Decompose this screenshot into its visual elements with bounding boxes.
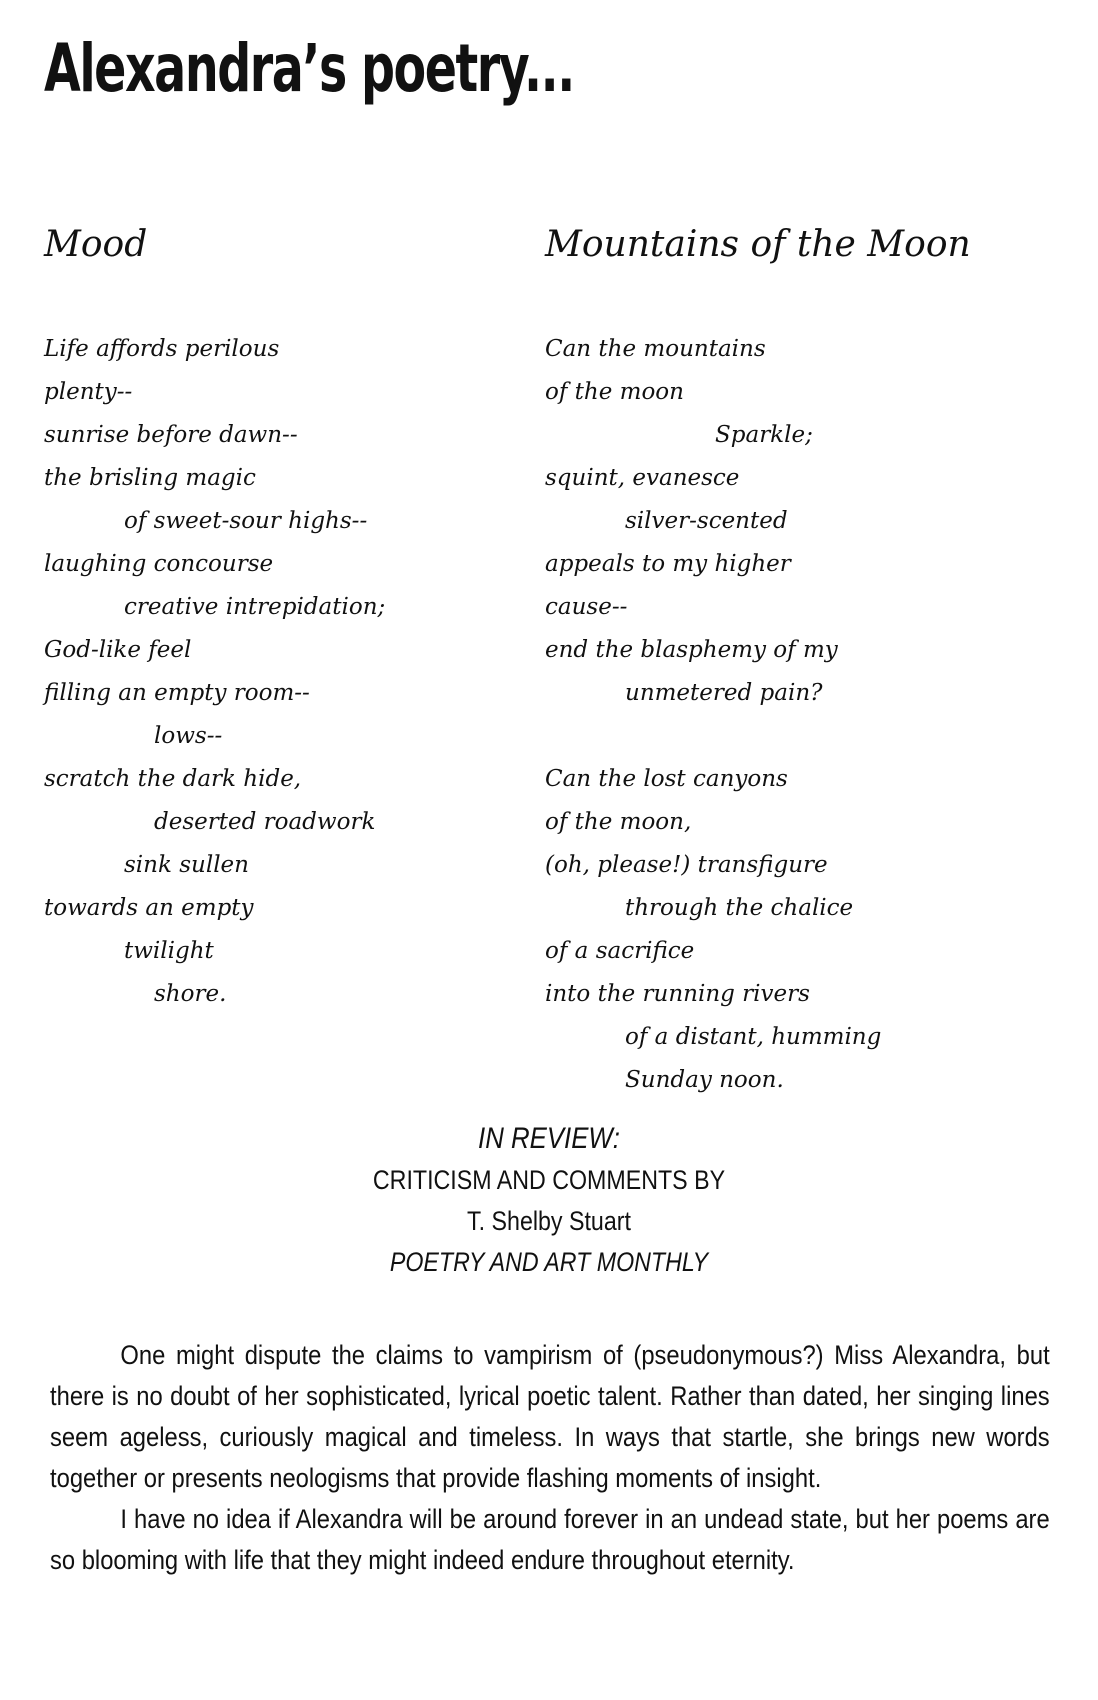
poem-mood xyxy=(44,222,514,1016)
page-title: Alexandra’s poetry... xyxy=(44,30,574,107)
poem-title: Mountains of the Moon xyxy=(545,224,971,265)
poem-line: plenty-- xyxy=(44,379,133,405)
poem-line: of the moon, xyxy=(545,809,692,835)
poem-lines xyxy=(44,328,514,1016)
poem-line: Sunday noon. xyxy=(625,1067,784,1093)
poem-line: end the blasphemy of my xyxy=(545,637,838,663)
poem-line: the brisling magic xyxy=(44,465,256,491)
poem-line: deserted roadwork xyxy=(154,809,376,835)
poem-lines xyxy=(545,328,1065,1102)
poem-line: God-like feel xyxy=(44,637,192,663)
poem-title: Mood xyxy=(44,224,148,265)
review-publication: POETRY AND ART MONTHLY xyxy=(389,1247,709,1277)
poem-line: Can the lost canyons xyxy=(545,766,788,792)
poem-line: of the moon xyxy=(545,379,684,405)
review-heading: IN REVIEW: xyxy=(478,1122,620,1155)
poem-line: lows-- xyxy=(154,723,223,749)
poem-line: twilight xyxy=(124,938,214,964)
poem-mountains-of-the-moon xyxy=(545,222,1065,1102)
poem-line: scratch the dark hide, xyxy=(44,766,302,792)
poem-line: Can the mountains xyxy=(545,336,766,362)
poem-line: of a distant, humming xyxy=(625,1024,882,1050)
poem-line: creative intrepidation; xyxy=(124,594,386,620)
poem-line: (oh, please!) transfigure xyxy=(545,852,828,878)
poem-line: into the running rivers xyxy=(545,981,810,1007)
poem-line: laughing concourse xyxy=(44,551,274,577)
stanza-break xyxy=(545,715,1065,758)
review-paragraph: One might dispute the claims to vampirism of (pseudonymous?) Miss Alexandra, but there is no doubt of her sophisticated, lyrical poetic talent. Rather than dated, her singing lines seem ageless, curiously magical and timeless. In ways that startle, she brings new words together or presents neologisms that provide flashing moments of insight. xyxy=(50,1340,1050,1493)
poem-line: through the chalice xyxy=(625,895,854,921)
poem-line: of a sacrifice xyxy=(545,938,695,964)
review-author: T. Shelby Stuart xyxy=(467,1206,631,1236)
poem-line: shore. xyxy=(154,981,227,1007)
poem-line: Sparkle; xyxy=(715,422,813,448)
poem-line: squint, evanesce xyxy=(545,465,740,491)
poem-line: Life affords perilous xyxy=(44,336,280,362)
review-header xyxy=(77,1118,1021,1283)
poem-line: silver-scented xyxy=(625,508,788,534)
poem-line: unmetered pain? xyxy=(625,680,823,706)
poem-line: appeals to my higher xyxy=(545,551,791,577)
review-body xyxy=(50,1335,1050,1581)
poem-line: towards an empty xyxy=(44,895,254,921)
poem-line: filling an empty room-- xyxy=(44,680,310,706)
review-paragraph: I have no idea if Alexandra will be around forever in an undead state, but her poems are so blooming with life that they might indeed endure throughout eternity. xyxy=(50,1504,1050,1575)
poem-line: sunrise before dawn-- xyxy=(44,422,298,448)
poem-line: cause-- xyxy=(545,594,628,620)
poem-line: of sweet-sour highs-- xyxy=(124,508,368,534)
poem-line: sink sullen xyxy=(124,852,249,878)
review-subheading: CRITICISM AND COMMENTS BY xyxy=(372,1165,726,1195)
